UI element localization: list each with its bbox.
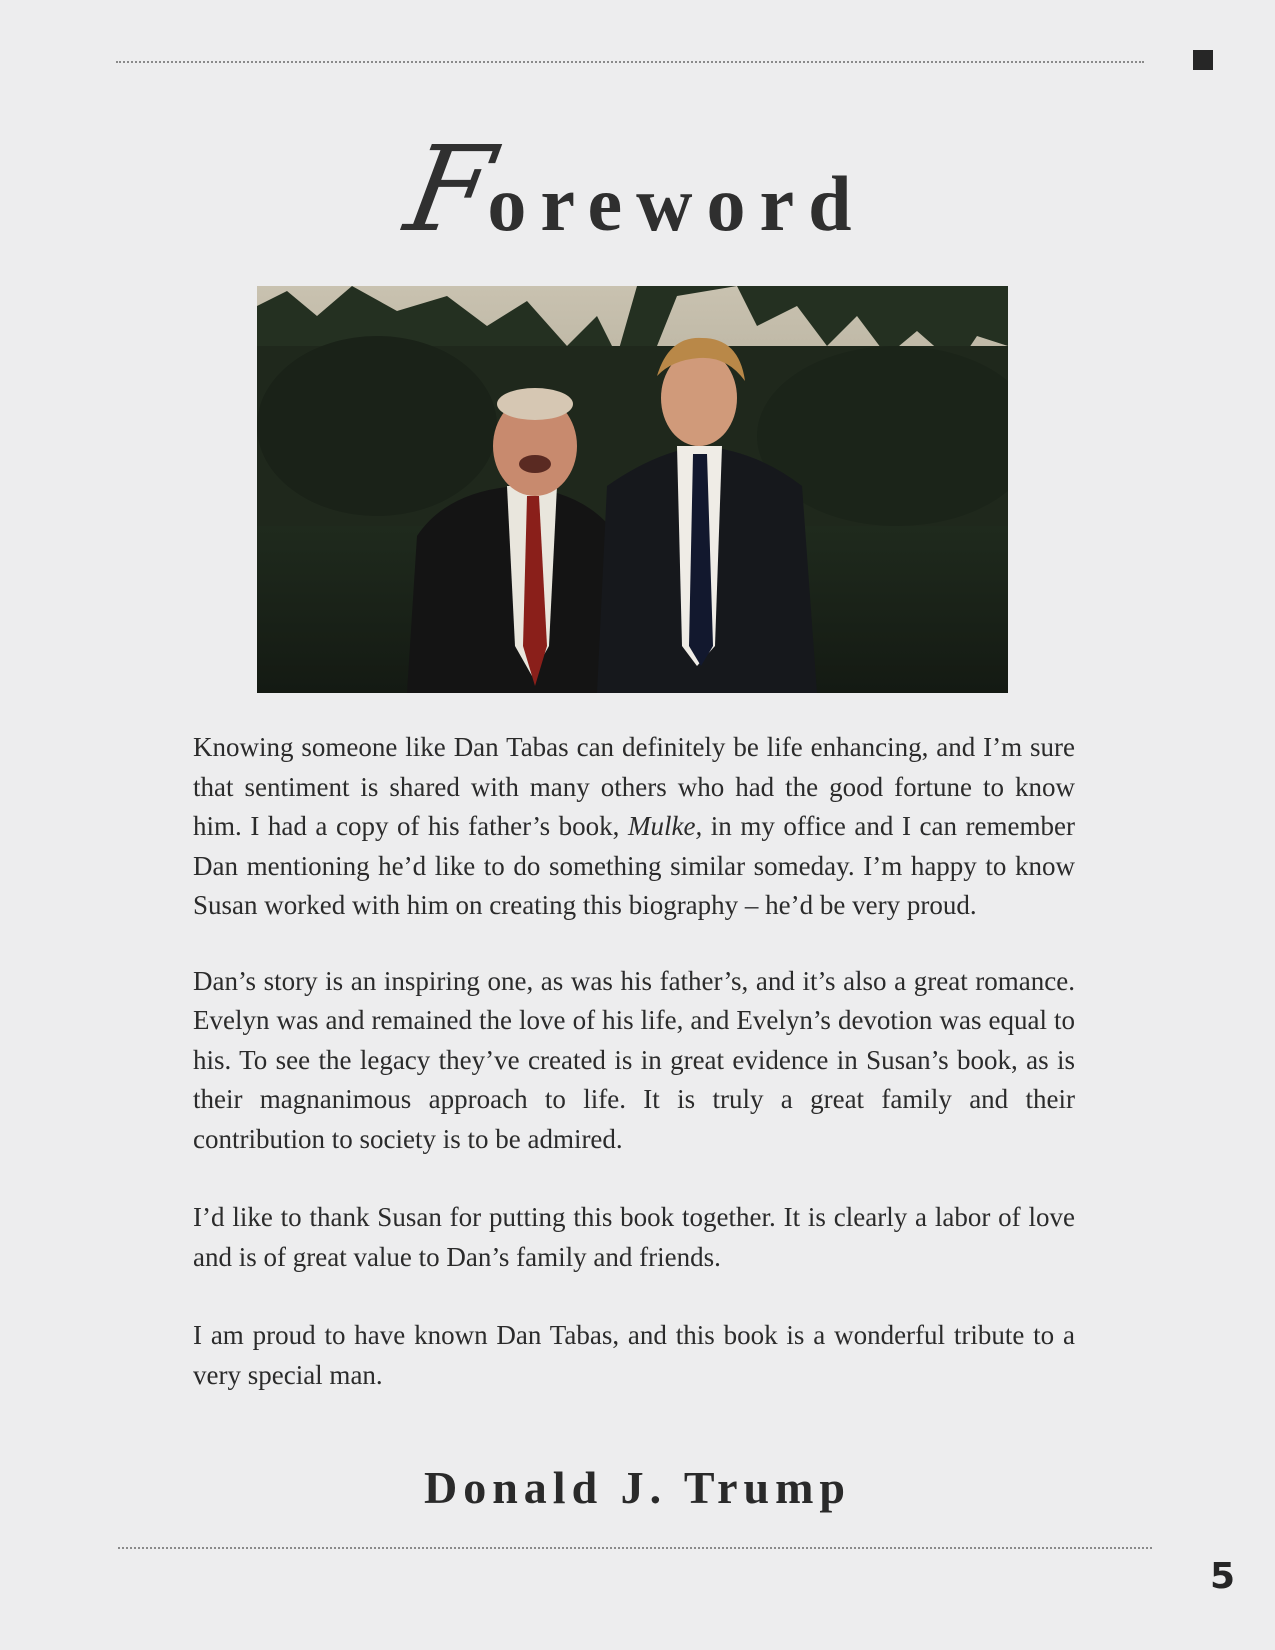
top-dotted-rule xyxy=(116,61,1144,63)
paragraph-1-start: Knowing someone like Dan Tabas can definitely be life enhancing, and I’m sure that sentiment is shared with many others who had the good fortune to know him. I had a copy of his father’s book, xyxy=(193,732,1075,841)
signature: Donald J. Trump xyxy=(423,1462,851,1513)
paragraph-2: Dan’s story is an inspiring one, as was his father’s, and it’s also a great romance. Evelyn was and remained the love of his life, and Evelyn’s devotion was equal to his. To see the legacy they’ve created is in great evidence in Susan’s book, as is their magnanimous approach to life. It is truly a great family and their contribution to society is to be admired. xyxy=(193,965,1075,1154)
paragraph-3: I’d like to thank Susan for putting this book together. It is clearly a labor of love and is of great value to Dan’s family and friends. xyxy=(193,1202,1075,1272)
portrait-photo xyxy=(257,286,1008,693)
foreword-body xyxy=(193,728,1075,1434)
corner-square-marker xyxy=(1193,50,1213,70)
paragraph-1 xyxy=(193,728,1075,926)
paragraph-4: I am proud to have known Dan Tabas, and this book is a wonderful tribute to a very special man. xyxy=(193,1320,1075,1390)
page-title xyxy=(0,120,1275,258)
title-initial: F xyxy=(397,120,504,258)
bottom-dotted-rule xyxy=(118,1547,1152,1549)
paragraph-1-end: in my office and I can remember Dan mentioning he’d like to do something similar someday. I’m happy to know Susan worked with him on creating this biography – he’d be very proud. xyxy=(193,811,1075,920)
title-rest: oreword xyxy=(487,160,866,247)
book-title-mulke: Mulke, xyxy=(627,811,703,841)
page-number: 5 xyxy=(1209,1556,1235,1597)
